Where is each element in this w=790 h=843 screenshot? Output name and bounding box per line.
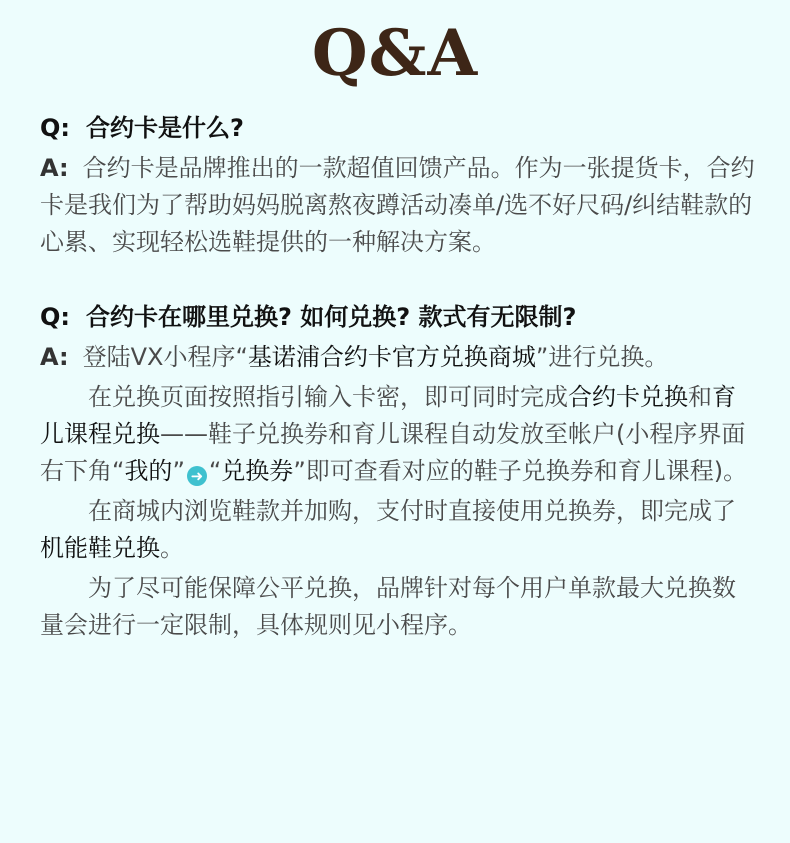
question-text: 合约卡在哪里兑换? 如何兑换? 款式有无限制? — [86, 303, 577, 331]
question-2 — [40, 297, 758, 337]
mini-program-name: 基诺浦合约卡官方兑换商城 — [247, 343, 536, 371]
answer-1 — [40, 150, 758, 261]
highlight-voucher: 兑换券 — [221, 457, 294, 485]
answer-text-post: ”进行兑换。 — [535, 343, 669, 371]
highlight-mine: 我的 — [124, 457, 173, 485]
question-label: Q: — [40, 303, 70, 331]
paragraph-text: 在商城内浏览鞋款并加购，支付时直接使用兑换券，即完成了 — [88, 497, 736, 525]
paragraph-text: ”即可查看对应的鞋子兑换券和育儿课程)。 — [293, 457, 748, 485]
paragraph-text: ——鞋子兑换券和育儿课程自动发放至帐户(小程序界面右下角“ — [40, 420, 746, 485]
spacer — [40, 261, 758, 297]
question-label: Q: — [40, 114, 70, 142]
answer-2-paragraph-2 — [40, 493, 758, 567]
paragraph-text: 和 — [688, 383, 712, 411]
qa-content — [40, 108, 758, 644]
answer-2-paragraph-3 — [40, 570, 758, 644]
answer-2 — [40, 339, 758, 376]
highlight-card-exchange: 合约卡兑换 — [568, 383, 688, 411]
question-1 — [40, 108, 758, 148]
answer-label: A: — [40, 154, 69, 182]
quote-close: ” — [172, 457, 185, 485]
page-title: Q&A — [311, 16, 479, 91]
question-text: 合约卡是什么? — [86, 114, 244, 142]
answer-text: 合约卡是品牌推出的一款超值回馈产品。作为一张提货卡，合约卡是我们为了帮助妈妈脱离熬夜蹲活动凑单/选不好尺码/纠结鞋款的心累、实现轻松选鞋提供的一种解决方案。 — [40, 154, 755, 256]
highlight-shoe-exchange: 机能鞋兑换 — [40, 534, 160, 562]
paragraph-text: 在兑换页面按照指引输入卡密，即可同时完成 — [88, 383, 568, 411]
arrow-right-icon: ➜ — [187, 466, 207, 486]
answer-2-paragraph-1 — [40, 379, 758, 490]
quote-open: “ — [208, 457, 222, 485]
highlight-course-exchange: 育儿课程兑换 — [40, 383, 736, 448]
paragraph-text: 为了尽可能保障公平兑换，品牌针对每个用户单款最大兑换数量会进行一定限制，具体规则见小程序。 — [40, 574, 736, 639]
answer-label: A: — [40, 343, 69, 371]
paragraph-text: 。 — [160, 534, 184, 562]
answer-text-pre: 登陆VX小程序“ — [82, 343, 248, 371]
